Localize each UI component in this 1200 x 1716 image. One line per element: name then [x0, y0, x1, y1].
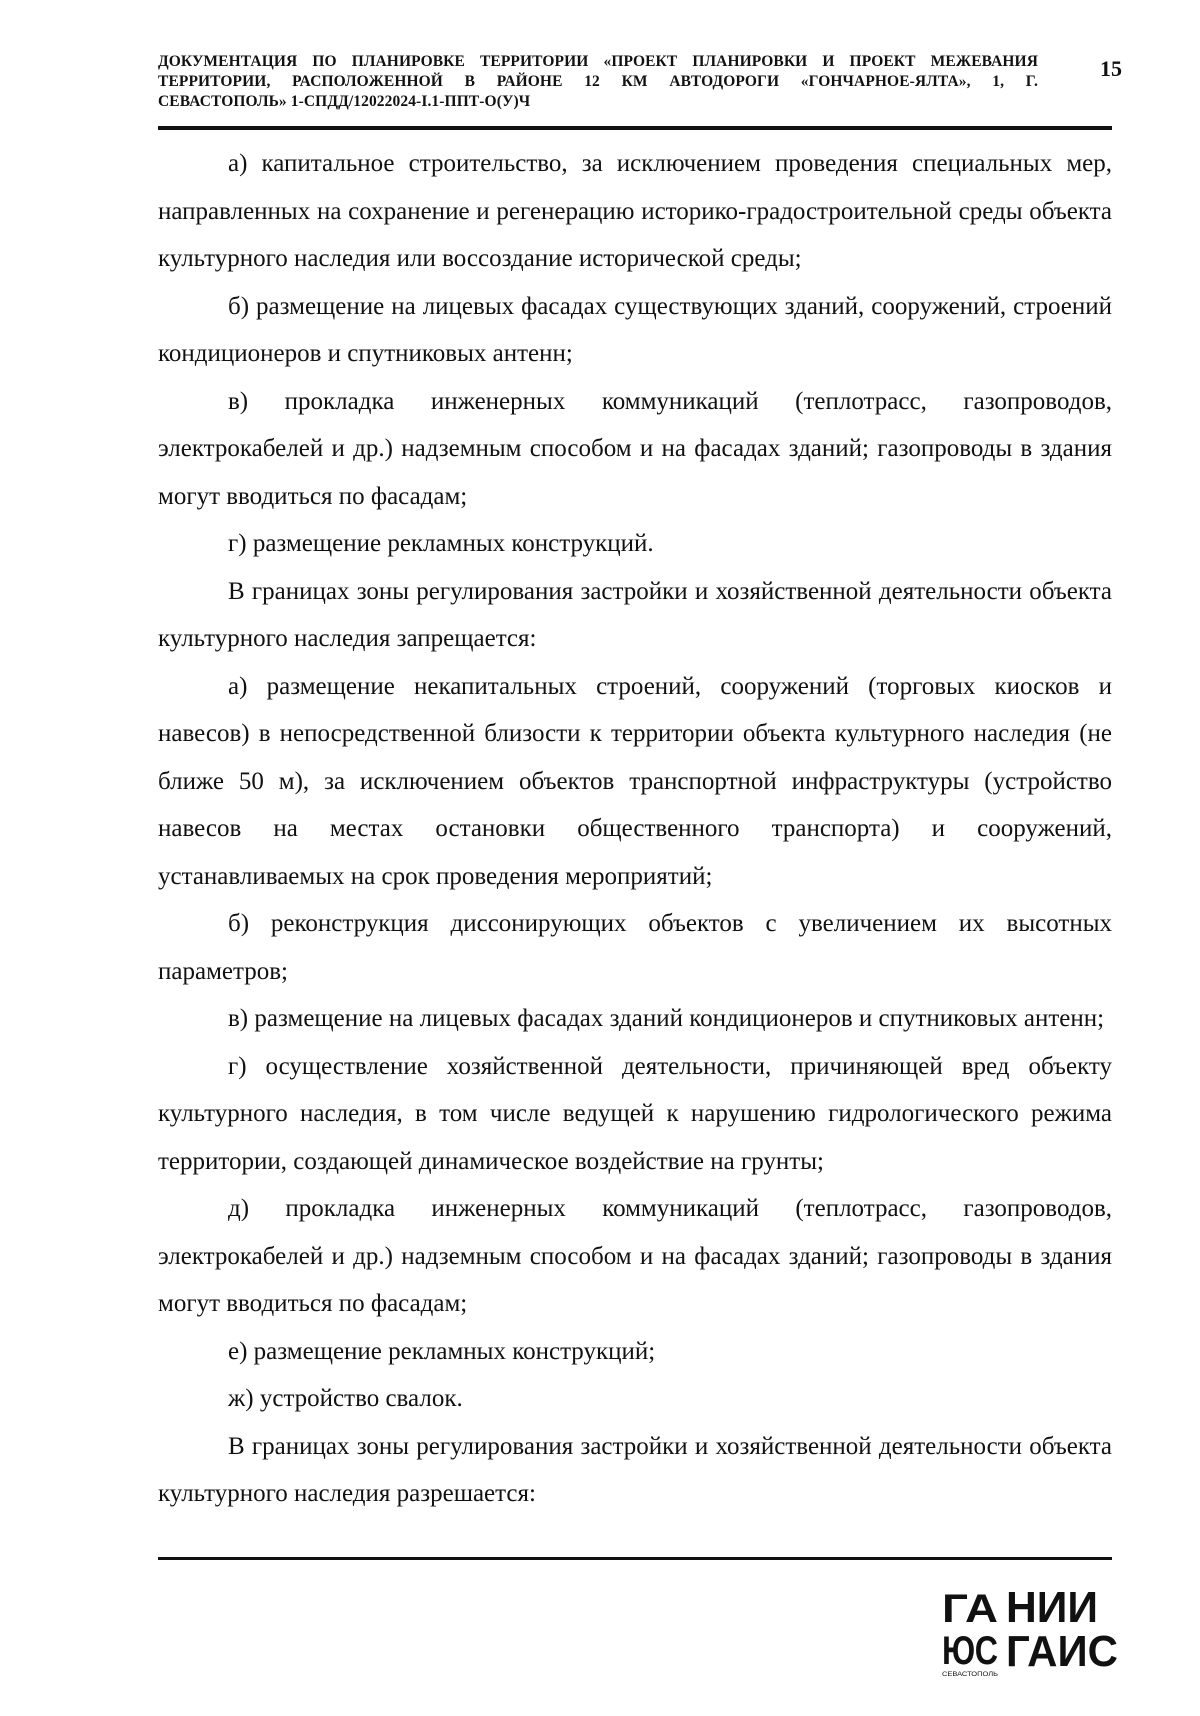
paragraph: В границах зоны регулирования застройки и хозяйственной деятельности объекта культурного наследия запрещается:: [158, 577, 1112, 652]
logo-text-top: НИИ: [1006, 1583, 1098, 1632]
logo-text-bottom: ГАИС: [1006, 1627, 1118, 1676]
logo-mark-bottom: ЮС: [942, 1629, 998, 1673]
paragraph: е) размещение рекламных конструкций;: [228, 1337, 656, 1365]
header-line-2: ТЕРРИТОРИИ, РАСПОЛОЖЕННОЙ В РАЙОНЕ 12 КМ АВТОДОРОГИ «ГОНЧАРНОЕ-ЯЛТА», 1, Г.: [158, 73, 1038, 90]
paragraph: ж) устройство свалок.: [228, 1385, 463, 1412]
paragraph: В границах зоны регулирования застройки и хозяйственной деятельности объекта культурного наследия разрешается:: [158, 1432, 1112, 1507]
niigais-logo: [940, 1574, 1120, 1684]
paragraph: г) размещение рекламных конструкций.: [228, 530, 654, 557]
page-number: 15: [1100, 56, 1122, 81]
paragraph: г) осуществление хозяйственной деятельности, причиняющей вред объекту культурного наследия, в том числе ведущей к нарушению гидрологического режима территории, создающей динамическое воздействие на грунты;: [158, 1052, 1112, 1175]
paragraph: а) размещение некапитальных строений, сооружений (торговых киосков и навесов) в непосредственной близости к территории объекта культурного наследия (не ближе 50 м), за исключением объектов транспортной инфраструктуры (устройство навесов на местах остановки общественного транспорта) и сооружений, устанавливаемых на срок проведения мероприятий;: [158, 672, 1112, 890]
header-divider: [158, 126, 1112, 130]
logo-mark-caption: СЕВАСТОПОЛЬ: [942, 1672, 999, 1678]
header-line-3: СЕВАСТОПОЛЬ» 1-СПДД/12022024-I.1-ППТ-О(У)Ч: [158, 93, 531, 110]
logo-mark-icon: [942, 1587, 998, 1678]
paragraph: б) размещение на лицевых фасадах существующих зданий, сооружений, строений кондиционеров и спутниковых антенн;: [158, 292, 1112, 367]
paragraph: д) прокладка инженерных коммуникаций (теплотрасс, газопроводов, электрокабелей и др.) надземным способом и на фасадах зданий; газопроводы в здания могут вводиться по фасадам;: [158, 1195, 1112, 1317]
paragraph: б) реконструкция диссонирующих объектов с увеличением их высотных параметров;: [158, 910, 1112, 985]
paragraph: в) размещение на лицевых фасадах зданий кондиционеров и спутниковых антенн;: [228, 1005, 1105, 1032]
paragraph: а) капитальное строительство, за исключением проведения специальных мер, направленных на сохранение и регенерацию историко-градостроительной среды объекта культурного наследия или воссоздание исторической среды;: [158, 150, 1112, 272]
document-header: [158, 52, 1038, 112]
footer-divider: [158, 1557, 1112, 1560]
document-body: [158, 140, 1112, 1518]
paragraph: в) прокладка инженерных коммуникаций (теплотрасс, газопроводов, электрокабелей и др.) надземным способом и на фасадах зданий; газопроводы в здания могут вводиться по фасадам;: [158, 387, 1112, 510]
header-line-1: ДОКУМЕНТАЦИЯ ПО ПЛАНИРОВКЕ ТЕРРИТОРИИ «ПРОЕКТ ПЛАНИРОВКИ И ПРОЕКТ МЕЖЕВАНИЯ: [158, 53, 1038, 70]
logo-mark-top: ГА: [942, 1587, 998, 1631]
